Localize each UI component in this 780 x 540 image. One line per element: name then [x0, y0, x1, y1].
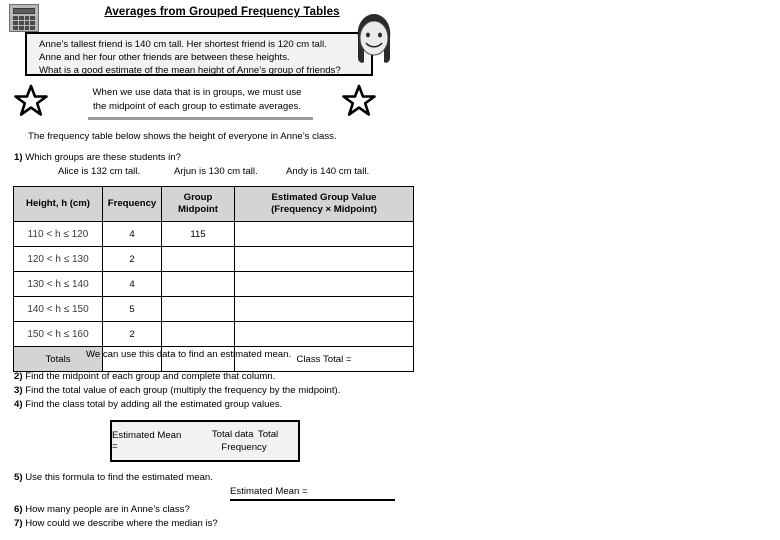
table-row: [14, 272, 414, 297]
cell-midpoint[interactable]: [162, 322, 235, 347]
step-3-number: 3): [14, 385, 23, 396]
estimated-mean-answer-label: Estimated Mean =: [230, 486, 308, 497]
header-estimated-group-value: [235, 187, 414, 222]
star-icon: [342, 84, 376, 118]
problem-line-1: Anne’s tallest friend is 140 cm tall. Her shortest friend is 120 cm tall.: [39, 39, 327, 50]
key-point-line-1: When we use data that is in groups, we must use: [92, 87, 302, 98]
frequency-table: [13, 186, 414, 372]
question-5-text: Use this formula to find the estimated mean.: [25, 472, 213, 483]
key-point-note: [72, 86, 322, 113]
table-header-row: [14, 187, 414, 222]
problem-statement-box: [25, 32, 373, 76]
calculator-keys: [13, 16, 35, 30]
header-midpoint-line-1: Group: [183, 192, 213, 203]
question-7-text: How could we describe where the median is?: [25, 518, 218, 529]
step-3: [14, 384, 340, 398]
question-6-text: How many people are in Anne’s class?: [25, 504, 190, 515]
question-1-text: Which groups are these students in?: [25, 152, 181, 163]
page-title: Averages from Grouped Frequency Tables: [104, 6, 340, 18]
cell-class-total[interactable]: Class Total =: [235, 347, 414, 372]
cell-estimated-value[interactable]: [235, 222, 414, 247]
table-row: [14, 222, 414, 247]
cell-range: 140 < h ≤ 150: [14, 297, 103, 322]
calculator-icon: [9, 4, 39, 32]
cell-range: 150 < h ≤ 160: [14, 322, 103, 347]
header-group-midpoint: [162, 187, 235, 222]
calculator-screen: [13, 8, 35, 14]
header-estimated-line-2: (Frequency × Midpoint): [271, 204, 377, 215]
final-questions: [14, 503, 218, 531]
table-row: [14, 247, 414, 272]
cell-frequency: 2: [103, 322, 162, 347]
question-7-number: 7): [14, 518, 23, 529]
step-2-number: 2): [14, 371, 23, 382]
cell-totals-label: Totals: [14, 347, 103, 372]
student-arjun: Arjun is 130 cm tall.: [174, 166, 258, 177]
girl-character-icon: [352, 12, 396, 76]
student-alice: Alice is 132 cm tall.: [58, 166, 141, 177]
question-6: [14, 503, 218, 517]
cell-frequency: 5: [103, 297, 162, 322]
cell-range: 120 < h ≤ 130: [14, 247, 103, 272]
header-frequency: Frequency: [103, 187, 162, 222]
cell-estimated-value[interactable]: [235, 297, 414, 322]
formula-box: [110, 420, 300, 462]
formula-numerator: Total data: [211, 429, 254, 440]
problem-line-2: Anne and her four other friends are between these heights.: [39, 52, 290, 64]
step-3-text: Find the total value of each group (multiply the frequency by the midpoint).: [25, 385, 341, 396]
step-2-text: Find the midpoint of each group and complete that column.: [25, 371, 276, 382]
header-estimated-line-1: Estimated Group Value: [271, 192, 377, 203]
formula-label: Estimated Mean =: [112, 430, 182, 452]
star-icon: [14, 84, 48, 118]
cell-estimated-value[interactable]: [235, 247, 414, 272]
student-andy: Andy is 140 cm tall.: [286, 166, 370, 177]
question-1-students: [58, 166, 388, 177]
divider-rule: [88, 117, 313, 120]
question-5: [14, 472, 213, 483]
steps-list: [14, 370, 340, 412]
question-1: [14, 152, 181, 163]
question-6-number: 6): [14, 504, 23, 515]
table-row: [14, 322, 414, 347]
step-4: [14, 398, 340, 412]
cell-estimated-value[interactable]: [235, 322, 414, 347]
cell-frequency: 4: [103, 272, 162, 297]
problem-line-3: What is a good estimate of the mean height of Anne’s group of friends?: [39, 65, 341, 77]
step-2: [14, 370, 340, 384]
cell-midpoint[interactable]: [162, 272, 235, 297]
formula-fraction: [190, 428, 298, 454]
cell-midpoint[interactable]: [162, 247, 235, 272]
cell-midpoint[interactable]: [162, 297, 235, 322]
cell-estimated-value[interactable]: [235, 272, 414, 297]
step-4-text: Find the class total by adding all the estimated group values.: [25, 399, 283, 410]
after-table-note: We can use this data to find an estimated mean.: [86, 349, 292, 360]
question-5-number: 5): [14, 472, 23, 483]
intro-text: The frequency table below shows the height of everyone in Anne’s class.: [28, 131, 337, 142]
key-point-line-2: the midpoint of each group to estimate averages.: [93, 100, 301, 112]
formula-denominator: Total Frequency: [221, 429, 279, 453]
step-4-number: 4): [14, 399, 23, 410]
question-7: [14, 517, 218, 531]
cell-frequency: 2: [103, 247, 162, 272]
estimated-mean-answer-line[interactable]: [230, 499, 395, 501]
table-row: [14, 297, 414, 322]
cell-frequency: 4: [103, 222, 162, 247]
cell-range: 130 < h ≤ 140: [14, 272, 103, 297]
cell-range: 110 < h ≤ 120: [14, 222, 103, 247]
cell-midpoint[interactable]: 115: [162, 222, 235, 247]
question-1-number: 1): [14, 152, 23, 163]
header-height: Height, h (cm): [14, 187, 103, 222]
header-midpoint-line-2: Midpoint: [178, 204, 218, 215]
